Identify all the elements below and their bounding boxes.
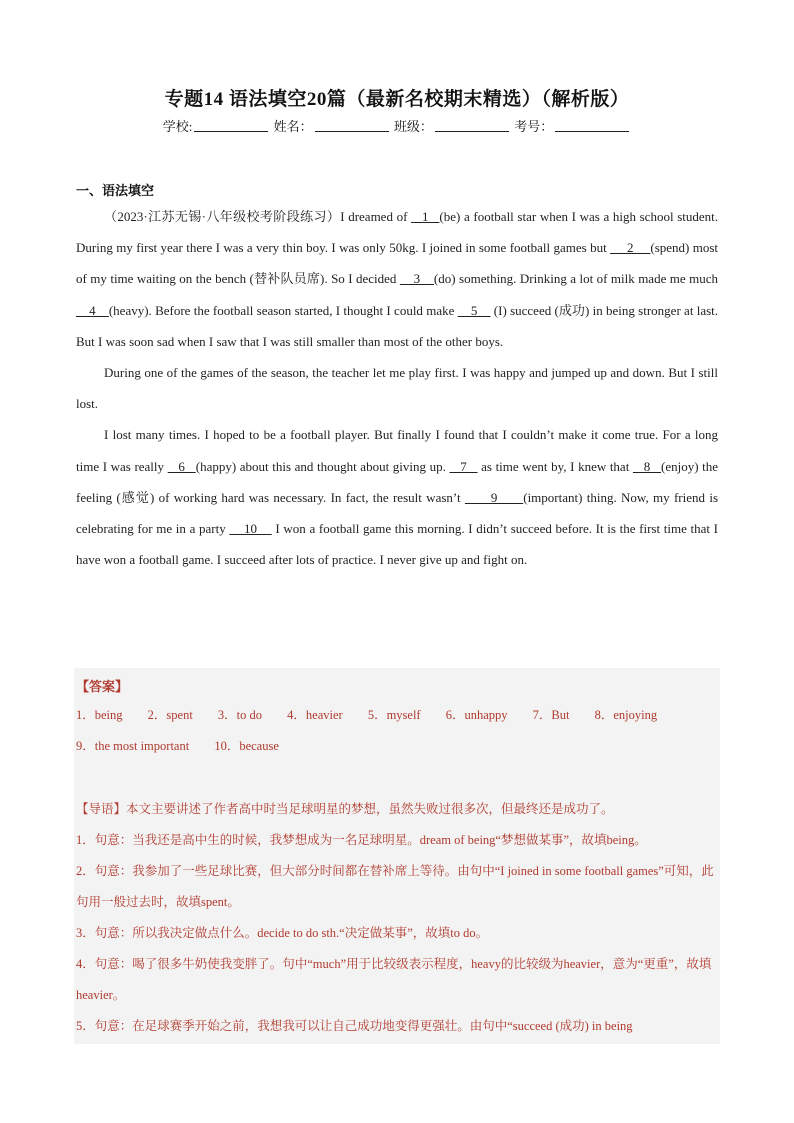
blank-1[interactable]: 1 bbox=[411, 209, 440, 224]
passage-paragraph-1 bbox=[76, 201, 718, 357]
passage-text: I won a football game this morning. I didn’t succeed before. It is the first time that I have won a football game. I succeed after lots of practice. I never give up and fight on. bbox=[76, 521, 718, 568]
explanation-item-5: 5．句意：在足球赛季开始之前，我想我可以让自己成功地变得更强壮。由句中“succeed (成功) in being bbox=[76, 1019, 633, 1033]
answer-list bbox=[76, 700, 718, 762]
school-blank[interactable] bbox=[194, 119, 268, 132]
passage-text: (heavy). Before the football season started, I thought I could make bbox=[108, 302, 458, 318]
passage-text: (do) something. Drinking a lot of milk made me much bbox=[433, 271, 718, 287]
answer-item: 9．the most important bbox=[76, 739, 190, 753]
answer-item: 1．being bbox=[76, 708, 123, 722]
blank-6[interactable]: 6 bbox=[167, 458, 196, 474]
passage-text: (happy) about this and thought about giving up. bbox=[195, 458, 450, 474]
name-label: 姓名： bbox=[273, 119, 313, 134]
explanation-guide: 【导语】本文主要讲述了作者高中时当足球明星的梦想，虽然失败过很多次，但最终还是成功了。 bbox=[76, 802, 614, 816]
answer-item: 6．unhappy bbox=[445, 708, 508, 722]
passage-text: (enjoy) the feeling (感觉) of working hard was necessary. In fact, the result wasn’t bbox=[76, 458, 719, 505]
answer-item: 7．But bbox=[532, 708, 570, 722]
document-title: 专题14 语法填空20篇（最新名校期末精选）（解析版） bbox=[164, 89, 630, 110]
passage-text: （2023·江苏无锡·八年级校考阶段练习）I dreamed of bbox=[104, 209, 412, 224]
explanation-block bbox=[76, 794, 720, 1042]
school-label: 学校: bbox=[162, 119, 193, 134]
explanation-item-1: 1．句意：当我还是高中生的时候，我梦想成为一名足球明星。dream of being“梦想做某事”，故填being。 bbox=[76, 833, 647, 847]
answer-heading: 【答案】 bbox=[76, 679, 129, 694]
answer-row bbox=[76, 700, 718, 731]
passage-text: (important) thing. Now, my friend is celebrating for me in a party bbox=[76, 489, 719, 537]
exam-number-label: 考号： bbox=[514, 119, 554, 134]
answer-item: 3．to do bbox=[217, 708, 263, 722]
passage-paragraph-3 bbox=[76, 419, 718, 575]
section-heading: 一、语法填空 bbox=[76, 183, 155, 198]
blank-4[interactable]: 4 bbox=[76, 302, 109, 318]
class-label: 班级： bbox=[393, 119, 433, 134]
explanation-item-4: 4．句意：喝了很多牛奶使我变胖了。句中“much”用于比较级表示程度，heavy的比较级为heavier，意为“更重”，故填heavier。 bbox=[76, 957, 712, 1002]
class-blank[interactable] bbox=[435, 119, 509, 132]
explanation-item-2: 2．句意：我参加了一些足球比赛，但大部分时间都在替补席上等待。由句中“I joined in some football games”可知，此句用一般过去时，故填spent。 bbox=[76, 864, 714, 909]
exam-number-blank[interactable] bbox=[555, 119, 629, 132]
blank-5[interactable]: 5 bbox=[457, 302, 491, 318]
passage-paragraph-2: During one of the games of the season, the teacher let me play first. I was happy and jumped up and down. But I still lost. bbox=[76, 365, 718, 412]
answer-item: 5．myself bbox=[367, 708, 421, 722]
passage-text: I lost many times. I hoped to be a football player. But finally I found that I couldn’t make it come true. For a long time I was really bbox=[76, 427, 718, 474]
passage-text: as time went by, I knew that bbox=[477, 458, 633, 474]
name-blank[interactable] bbox=[315, 119, 389, 132]
blank-7[interactable]: 7 bbox=[449, 458, 478, 474]
blank-9[interactable]: 9 bbox=[464, 489, 524, 505]
answer-item: 8．enjoying bbox=[594, 708, 658, 722]
answer-item: 4．heavier bbox=[287, 708, 343, 722]
blank-2[interactable]: 2 bbox=[610, 240, 651, 256]
answer-row bbox=[76, 731, 718, 762]
blank-8[interactable]: 8 bbox=[632, 458, 662, 474]
blank-10[interactable]: 10 bbox=[229, 521, 272, 537]
passage-text: (spend) most of my time waiting on the bench (替补队员席). So I decided bbox=[76, 240, 719, 287]
answer-item: 10．because bbox=[214, 739, 279, 753]
cloze-passage bbox=[76, 201, 718, 575]
explanation-item-3: 3．句意：所以我决定做点什么。decide to do sth.“决定做某事”，故填to do。 bbox=[76, 926, 489, 940]
answer-item: 2．spent bbox=[147, 708, 193, 722]
blank-3[interactable]: 3 bbox=[399, 271, 434, 287]
student-info-line bbox=[0, 116, 794, 135]
passage-text: (I) succeed (成功) in being stronger at last. But I was soon sad when I saw that I was still smaller than most of the other boys. bbox=[76, 302, 719, 349]
passage-text: (be) a football star when I was a high school student. During my first year there I was a very thin boy. I was only 50kg. I joined in some football games but bbox=[76, 209, 718, 256]
